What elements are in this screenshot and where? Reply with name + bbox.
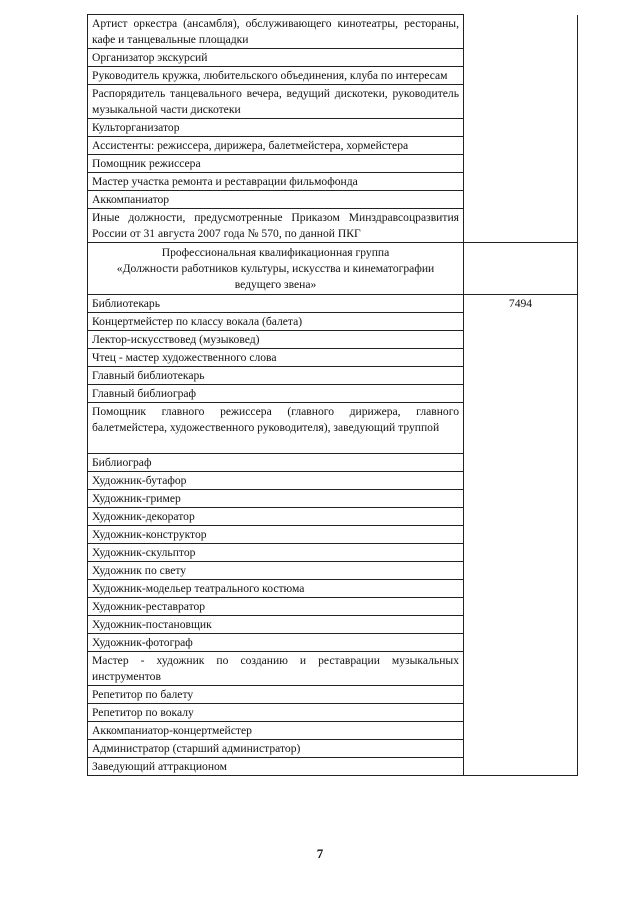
position-name: Руководитель кружка, любительского объединения, клуба по интересам bbox=[88, 67, 464, 85]
position-name: Помощник режиссера bbox=[88, 155, 464, 173]
table-row bbox=[88, 191, 578, 209]
group-header-line: Профессиональная квалификационная группа bbox=[161, 246, 390, 259]
position-name: Аккомпаниатор bbox=[88, 191, 464, 209]
salary-value: 7494 bbox=[464, 295, 578, 776]
position-name: Художник-реставратор bbox=[88, 598, 464, 616]
salary-cell bbox=[464, 243, 578, 295]
salary-cell bbox=[464, 85, 578, 119]
group-header-row bbox=[88, 243, 578, 295]
position-name: Художник-бутафор bbox=[88, 472, 464, 490]
position-name: Репетитор по балету bbox=[88, 686, 464, 704]
table-row bbox=[88, 67, 578, 85]
group-header-line: «Должности работников культуры, искусства и кинематографии bbox=[116, 262, 435, 275]
position-name: Культорганизатор bbox=[88, 119, 464, 137]
table-row bbox=[88, 155, 578, 173]
position-name: Артист оркестра (ансамбля), обслуживающего кинотеатры, рестораны, кафе и танцевальные площадки bbox=[88, 15, 464, 49]
position-name: Художник-декоратор bbox=[88, 508, 464, 526]
position-name: Иные должности, предусмотренные Приказом Минздравсоцразвития России от 31 августа 2007 года № 570, по данной ПКГ bbox=[88, 209, 464, 243]
positions-table bbox=[87, 14, 578, 776]
position-name: Художник-конструктор bbox=[88, 526, 464, 544]
position-name: Художник-модельер театрального костюма bbox=[88, 580, 464, 598]
table-row bbox=[88, 295, 578, 313]
position-name: Заведующий аттракционом bbox=[88, 758, 464, 776]
position-name: Помощник главного режиссера (главного дирижера, главного балетмейстера, художественного руководителя), заведующий труппой bbox=[88, 403, 464, 454]
position-name: Распорядитель танцевального вечера, ведущий дискотеки, руководитель музыкальной части дискотеки bbox=[88, 85, 464, 119]
salary-cell bbox=[464, 67, 578, 85]
table-row bbox=[88, 137, 578, 155]
position-name: Аккомпаниатор-концертмейстер bbox=[88, 722, 464, 740]
position-name: Художник-фотограф bbox=[88, 634, 464, 652]
position-name: Мастер - художник по созданию и реставрации музыкальных инструментов bbox=[88, 652, 464, 686]
position-name: Организатор экскурсий bbox=[88, 49, 464, 67]
salary-cell bbox=[464, 49, 578, 67]
position-name: Лектор-искусствовед (музыковед) bbox=[88, 331, 464, 349]
table-row bbox=[88, 85, 578, 119]
position-name: Чтец - мастер художественного слова bbox=[88, 349, 464, 367]
position-name: Мастер участка ремонта и реставрации фильмофонда bbox=[88, 173, 464, 191]
table-row bbox=[88, 49, 578, 67]
salary-cell bbox=[464, 209, 578, 243]
positions-table-body bbox=[88, 15, 578, 776]
group-header bbox=[88, 243, 464, 295]
position-name: Ассистенты: режиссера, дирижера, балетмейстера, хормейстера bbox=[88, 137, 464, 155]
table-row bbox=[88, 119, 578, 137]
position-name: Главный библиограф bbox=[88, 385, 464, 403]
table-row bbox=[88, 209, 578, 243]
position-name: Художник-гример bbox=[88, 490, 464, 508]
position-name: Художник-постановщик bbox=[88, 616, 464, 634]
position-name: Художник по свету bbox=[88, 562, 464, 580]
salary-cell bbox=[464, 155, 578, 173]
position-name: Концертмейстер по классу вокала (балета) bbox=[88, 313, 464, 331]
group-header-line: ведущего звена» bbox=[234, 278, 317, 291]
position-name: Художник-скульптор bbox=[88, 544, 464, 562]
position-name: Главный библиотекарь bbox=[88, 367, 464, 385]
salary-cell bbox=[464, 173, 578, 191]
page-number: 7 bbox=[316, 846, 324, 861]
salary-cell bbox=[464, 15, 578, 49]
position-name: Репетитор по вокалу bbox=[88, 704, 464, 722]
salary-cell bbox=[464, 191, 578, 209]
salary-cell bbox=[464, 137, 578, 155]
position-name: Администратор (старший администратор) bbox=[88, 740, 464, 758]
position-name: Библиотекарь bbox=[88, 295, 464, 313]
table-row bbox=[88, 15, 578, 49]
position-name: Библиограф bbox=[88, 454, 464, 472]
table-row bbox=[88, 173, 578, 191]
salary-cell bbox=[464, 119, 578, 137]
